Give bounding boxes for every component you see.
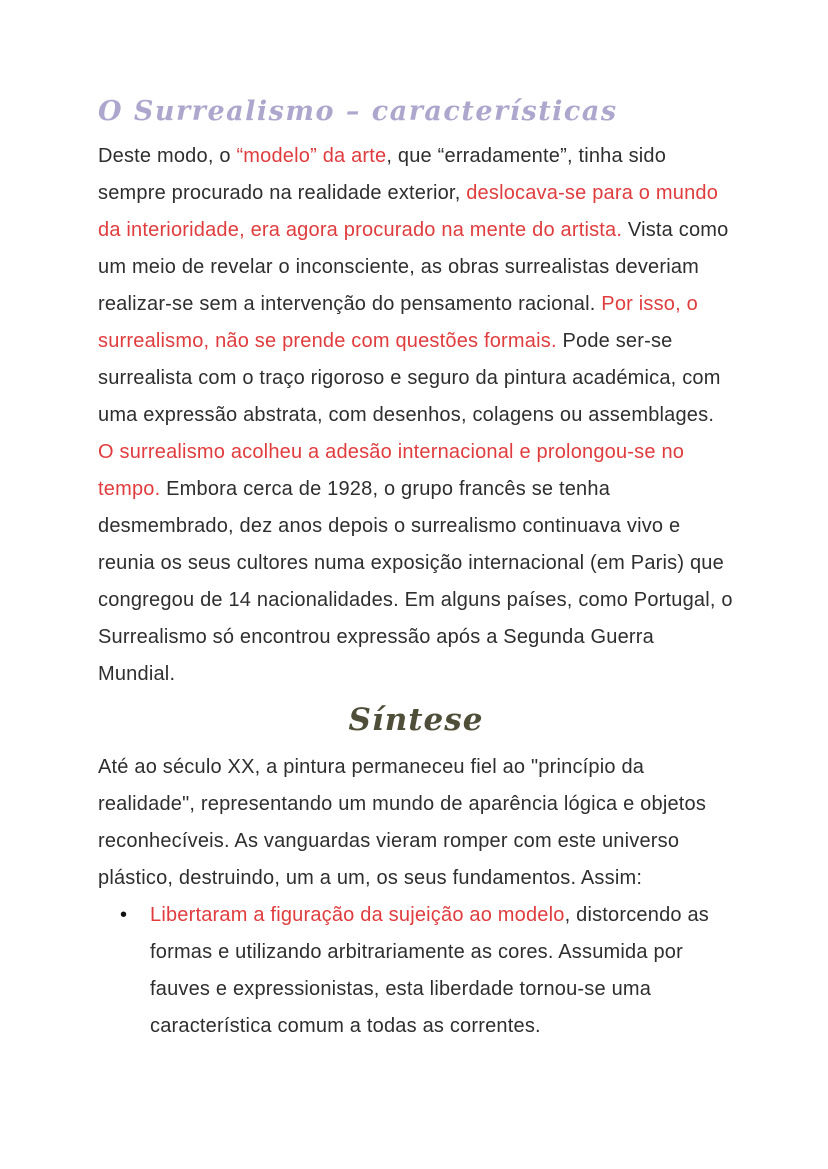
- text-line: [98, 286, 734, 323]
- text-line: [98, 582, 734, 619]
- text-segment: fauves e expressionistas, esta liberdade tornou-se uma: [150, 978, 652, 1000]
- text-segment: plástico, destruindo, um a um, os seus fundamentos. Assim:: [98, 867, 643, 889]
- text-segment: Surrealismo só encontrou expressão após a Segunda Guerra: [98, 626, 654, 648]
- text-line: [98, 471, 734, 508]
- text-segment: , distorcendo as: [564, 904, 710, 926]
- text-line: [98, 786, 734, 823]
- text-line: [150, 934, 734, 971]
- text-line: [98, 138, 734, 175]
- text-segment: Pode ser-se: [556, 330, 673, 352]
- highlighted-text: da interioridade, era agora procurado na mente do artista.: [98, 219, 623, 241]
- text-segment: Mundial.: [98, 663, 176, 685]
- text-segment: um meio de revelar o inconsciente, as obras surrealistas deveriam: [98, 256, 700, 278]
- text-segment: característica comum a todas as correntes.: [150, 1015, 541, 1037]
- text-line: [98, 360, 734, 397]
- text-line: [98, 212, 734, 249]
- text-segment: , que “erradamente”, tinha sido: [386, 145, 667, 167]
- text-line: [98, 323, 734, 360]
- text-line: [150, 971, 734, 1008]
- bullet-marker-icon: •: [120, 904, 128, 926]
- text-segment: congregou de 14 nacionalidades. Em alguns países, como Portugal, o: [98, 589, 733, 611]
- highlighted-text: tempo.: [98, 478, 161, 500]
- section-heading-surrealismo: O Surrealismo – características: [98, 96, 618, 127]
- text-line: [98, 397, 734, 434]
- text-line: [98, 656, 734, 693]
- highlighted-text: O surrealismo acolheu a adesão internacional e prolongou-se no: [98, 441, 685, 463]
- highlighted-text: “modelo” da arte: [236, 145, 387, 167]
- text-segment: Embora cerca de 1928, o grupo francês se tenha: [160, 478, 611, 500]
- text-line: [98, 860, 734, 897]
- highlighted-text: surrealismo, não se prende com questões formais.: [98, 330, 557, 352]
- page-content: [98, 94, 734, 1045]
- text-line: [98, 434, 734, 471]
- bullet-item: [98, 897, 734, 1045]
- bullet-text: [150, 897, 734, 1045]
- paragraph-sintese: [98, 749, 734, 897]
- text-segment: Vista como: [622, 219, 729, 241]
- text-segment: desmembrado, dez anos depois o surrealismo continuava vivo e: [98, 515, 681, 537]
- text-line: [98, 619, 734, 656]
- text-line: [98, 175, 734, 212]
- highlighted-text: Libertaram a figuração da sujeição ao modelo: [150, 904, 565, 926]
- text-segment: surrealista com o traço rigoroso e seguro da pintura académica, com: [98, 367, 721, 389]
- text-line: [98, 823, 734, 860]
- highlighted-text: Por isso, o: [601, 293, 698, 315]
- text-line: [98, 508, 734, 545]
- text-segment: Até ao século XX, a pintura permaneceu fiel ao "princípio da: [98, 756, 645, 778]
- text-segment: sempre procurado na realidade exterior,: [98, 182, 467, 204]
- text-segment: uma expressão abstrata, com desenhos, colagens ou assemblages.: [98, 404, 715, 426]
- text-line: [98, 749, 734, 786]
- text-segment: formas e utilizando arbitrariamente as cores. Assumida por: [150, 941, 683, 963]
- text-segment: realidade", representando um mundo de aparência lógica e objetos: [98, 793, 707, 815]
- text-segment: realizar-se sem a intervenção do pensamento racional.: [98, 293, 602, 315]
- text-line: [150, 897, 734, 934]
- highlighted-text: deslocava-se para o mundo: [466, 182, 719, 204]
- text-segment: reunia os seus cultores numa exposição internacional (em Paris) que: [98, 552, 724, 574]
- text-segment: reconhecíveis. As vanguardas vieram romper com este universo: [98, 830, 680, 852]
- paragraph-surrealismo: [98, 138, 734, 693]
- text-segment: Deste modo, o: [98, 145, 237, 167]
- text-line: [150, 1008, 734, 1045]
- text-line: [98, 545, 734, 582]
- section-heading-sintese: Síntese: [348, 702, 484, 738]
- text-line: [98, 249, 734, 286]
